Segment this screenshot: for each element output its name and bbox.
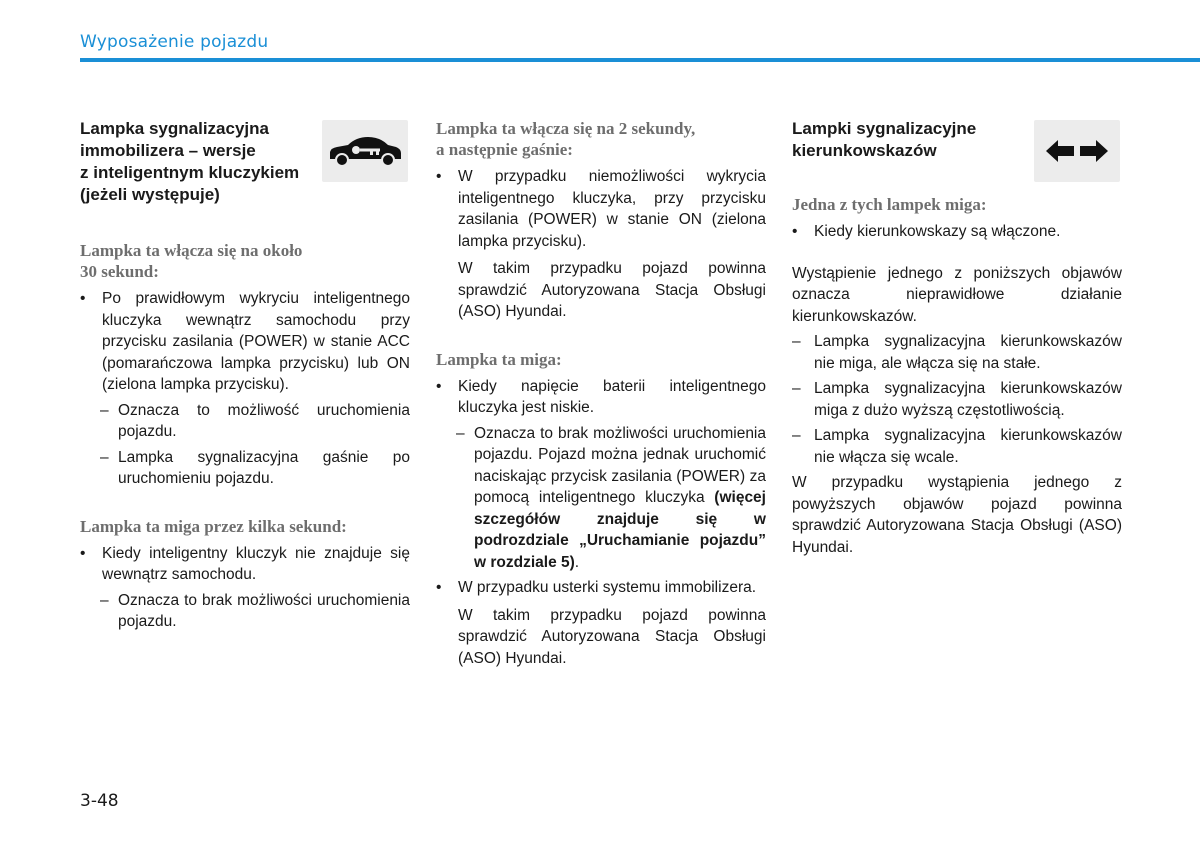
outro-text: W przypadku wystąpienia jednego z powyższych objawów pojazd powinna sprawdzić Autoryzowana Stacja Obsługi (ASO) Hyundai.	[792, 474, 1122, 556]
column-turn-signals	[792, 118, 1122, 558]
immobilizer-indicator	[322, 120, 408, 182]
list-item: • Kiedy napięcie baterii inteligentnego kluczyka jest niskie.	[436, 377, 766, 416]
list-item: – Oznacza to brak możliwości uruchomienia pojazdu. Pojazd można jednak uruchomić naciskając przycisk zasilania (POWER) za pomocą inteligentnego kluczyka (więcej szczegółów znajduje się w podrozdziale „Uruchamianie pojazdu” w rozdziale 5).	[456, 424, 766, 571]
turn-signal-indicator	[1034, 120, 1120, 182]
subheading-blinks: Lampka ta miga:	[436, 349, 562, 369]
immobilizer-heading: Lampka sygnalizacyjna immobilizera – wersje z inteligentnym kluczykiem (jeżeli występuje)	[80, 119, 300, 204]
subheading-blinks-few-seconds: Lampka ta miga przez kilka sekund:	[80, 516, 347, 536]
subheading-one-blinks: Jedna z tych lampek miga:	[792, 195, 987, 214]
list-item: – Lampka sygnalizacyjna gaśnie po uruchomieniu pojazdu.	[100, 448, 410, 487]
subheading-30s: Lampka ta włącza się na około 30 sekund:	[80, 241, 303, 281]
list-item: • W przypadku niemożliwości wykrycia inteligentnego kluczyka, przy przycisku zasilania (POWER) w stanie ON (zielona lampka przycisku).	[436, 168, 766, 250]
car-key-icon	[326, 133, 404, 169]
subheading-2s: Lampka ta włącza się na 2 sekundy, a następnie gaśnie:	[436, 119, 696, 159]
turn-signal-arrows-icon	[1044, 138, 1110, 164]
column-immobilizer	[80, 118, 410, 633]
section-title: Wyposażenie pojazdu	[80, 32, 269, 52]
list-item: – Oznacza to brak możliwości uruchomienia pojazdu.	[100, 591, 410, 630]
note-text: W takim przypadku pojazd powinna sprawdzić Autoryzowana Stacja Obsługi (ASO) Hyundai.	[458, 606, 766, 667]
list-item: – Lampka sygnalizacyjna kierunkowskazów miga z dużo wyższą częstotliwością.	[792, 380, 1122, 419]
intro-text: Wystąpienie jednego z poniższych objawów oznacza nieprawidłowe działanie kierunkowskazów.	[792, 264, 1122, 325]
page-number: 3-48	[80, 791, 119, 811]
list-item: • W przypadku usterki systemu immobilizera.	[436, 579, 757, 596]
list-item: • Kiedy kierunkowskazy są włączone.	[792, 223, 1061, 240]
list-item: – Lampka sygnalizacyjna kierunkowskazów nie włącza się wcale.	[792, 427, 1122, 466]
list-item: – Lampka sygnalizacyjna kierunkowskazów nie miga, ale włącza się na stałe.	[792, 333, 1122, 372]
list-item: • Po prawidłowym wykryciu inteligentnego kluczyka wewnątrz samochodu przy przycisku zasilania (POWER) w stanie ACC (pomarańczowa lampka przycisku) lub ON (zielona lampka przycisku).	[80, 290, 410, 393]
list-item: • Kiedy inteligentny kluczyk nie znajduje się wewnątrz samochodu.	[80, 544, 410, 583]
turn-signal-heading: Lampki sygnalizacyjne kierunkowskazów	[792, 119, 977, 160]
header-rule	[80, 58, 1200, 62]
list-item: – Oznacza to możliwość uruchomienia pojazdu.	[100, 401, 410, 440]
column-immobilizer-continued	[436, 118, 766, 669]
note-text: W takim przypadku pojazd powinna sprawdzić Autoryzowana Stacja Obsługi (ASO) Hyundai.	[458, 260, 766, 320]
